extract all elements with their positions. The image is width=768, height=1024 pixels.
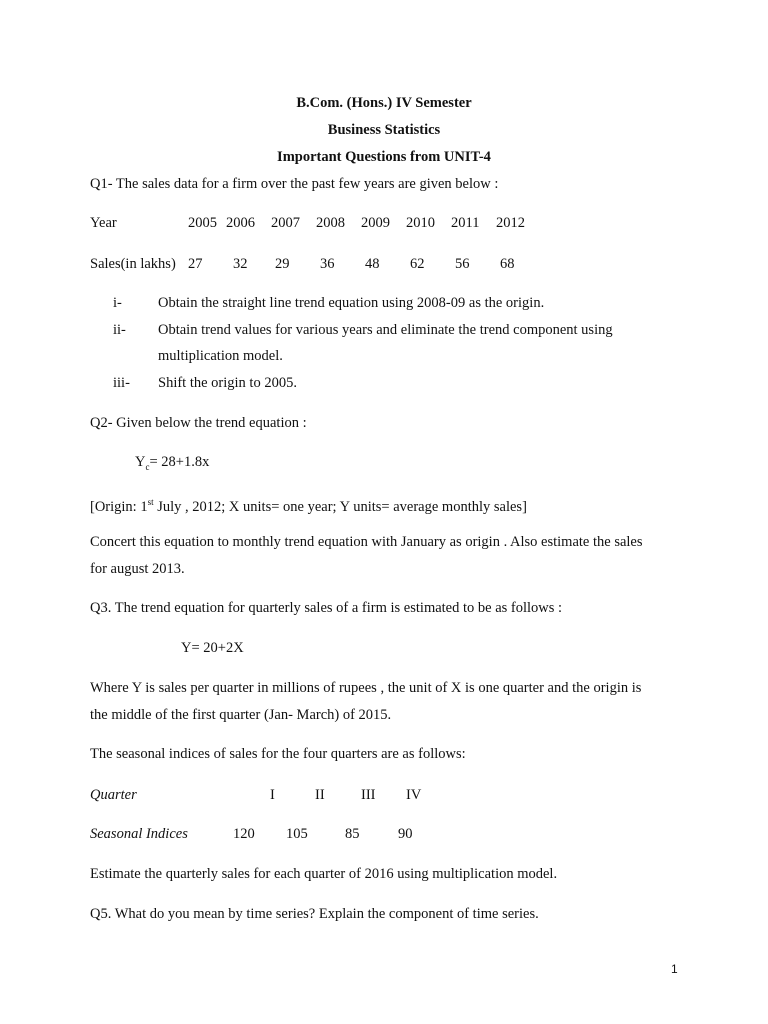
sales-cell: 32 bbox=[233, 256, 248, 272]
document-title: B.Com. (Hons.) IV Semester bbox=[296, 95, 472, 111]
q3-where-line: the middle of the first quarter (Jan- March) of 2015. bbox=[90, 707, 392, 723]
subquestion-text: Shift the origin to 2005. bbox=[158, 375, 297, 391]
year-cell: 2010 bbox=[406, 215, 435, 231]
unit-title: Important Questions from UNIT-4 bbox=[277, 149, 491, 165]
quarter-cell: I bbox=[270, 787, 275, 803]
subquestion-text: Obtain trend values for various years and eliminate the trend component using bbox=[158, 322, 613, 338]
q2-paragraph-line: Concert this equation to monthly trend equation with January as origin . Also estimate the sales bbox=[90, 534, 643, 550]
subquestion-text: Obtain the straight line trend equation using 2008-09 as the origin. bbox=[158, 295, 545, 311]
equation-y: Y bbox=[135, 454, 146, 470]
quarter-cell: II bbox=[315, 787, 325, 803]
sales-cell: 36 bbox=[320, 256, 335, 272]
year-label: Year bbox=[90, 215, 117, 231]
q3-estimate: Estimate the quarterly sales for each quarter of 2016 using multiplication model. bbox=[90, 866, 558, 882]
year-cell: 2012 bbox=[496, 215, 525, 231]
q5-text: Q5. What do you mean by time series? Explain the component of time series. bbox=[90, 906, 539, 922]
subquestion-number: ii- bbox=[113, 322, 126, 338]
year-cell: 2005 bbox=[188, 215, 217, 231]
equation-subscript: c bbox=[145, 461, 150, 472]
q3-where-line: Where Y is sales per quarter in millions of rupees , the unit of X is one quarter and the origin is bbox=[90, 680, 642, 696]
q2-intro: Q2- Given below the trend equation : bbox=[90, 415, 307, 431]
quarter-cell: IV bbox=[406, 787, 422, 803]
quarter-cell: III bbox=[361, 787, 376, 803]
equation-rest: = 28+1.8x bbox=[149, 454, 210, 470]
quarter-label: Quarter bbox=[90, 787, 137, 803]
year-cell: 2011 bbox=[451, 215, 480, 231]
q3-intro: Q3. The trend equation for quarterly sales of a firm is estimated to be as follows : bbox=[90, 600, 563, 616]
sales-cell: 68 bbox=[500, 256, 515, 272]
year-cell: 2007 bbox=[271, 215, 300, 231]
index-cell: 120 bbox=[233, 826, 255, 842]
year-cell: 2006 bbox=[226, 215, 255, 231]
index-cell: 85 bbox=[345, 826, 360, 842]
index-cell: 90 bbox=[398, 826, 413, 842]
q2-origin-note bbox=[90, 493, 527, 516]
index-cell: 105 bbox=[286, 826, 308, 842]
q2-equation bbox=[135, 453, 209, 476]
sales-cell: 29 bbox=[275, 256, 290, 272]
q1-intro: Q1- The sales data for a firm over the past few years are given below : bbox=[90, 176, 499, 192]
origin-text: [Origin: 1 bbox=[90, 498, 148, 515]
subject-title: Business Statistics bbox=[327, 122, 441, 138]
sales-cell: 62 bbox=[410, 256, 425, 272]
origin-text-rest: July , 2012; X units= one year; Y units= average monthly sales] bbox=[153, 498, 527, 515]
page-number: 1 bbox=[671, 962, 678, 976]
year-cell: 2009 bbox=[361, 215, 390, 231]
sales-label: Sales(in lakhs) bbox=[90, 256, 176, 272]
q3-equation: Y= 20+2X bbox=[181, 640, 244, 656]
indices-label: Seasonal Indices bbox=[90, 826, 188, 842]
q2-paragraph-line: for august 2013. bbox=[90, 561, 185, 577]
subquestion-number: iii- bbox=[113, 375, 130, 391]
sales-cell: 27 bbox=[188, 256, 203, 272]
subquestion-text: multiplication model. bbox=[158, 348, 283, 364]
sales-cell: 56 bbox=[455, 256, 470, 272]
sales-cell: 48 bbox=[365, 256, 380, 272]
year-cell: 2008 bbox=[316, 215, 345, 231]
origin-superscript: st bbox=[147, 497, 154, 507]
q3-seasonal-intro: The seasonal indices of sales for the four quarters are as follows: bbox=[90, 746, 466, 762]
subquestion-number: i- bbox=[113, 295, 122, 311]
